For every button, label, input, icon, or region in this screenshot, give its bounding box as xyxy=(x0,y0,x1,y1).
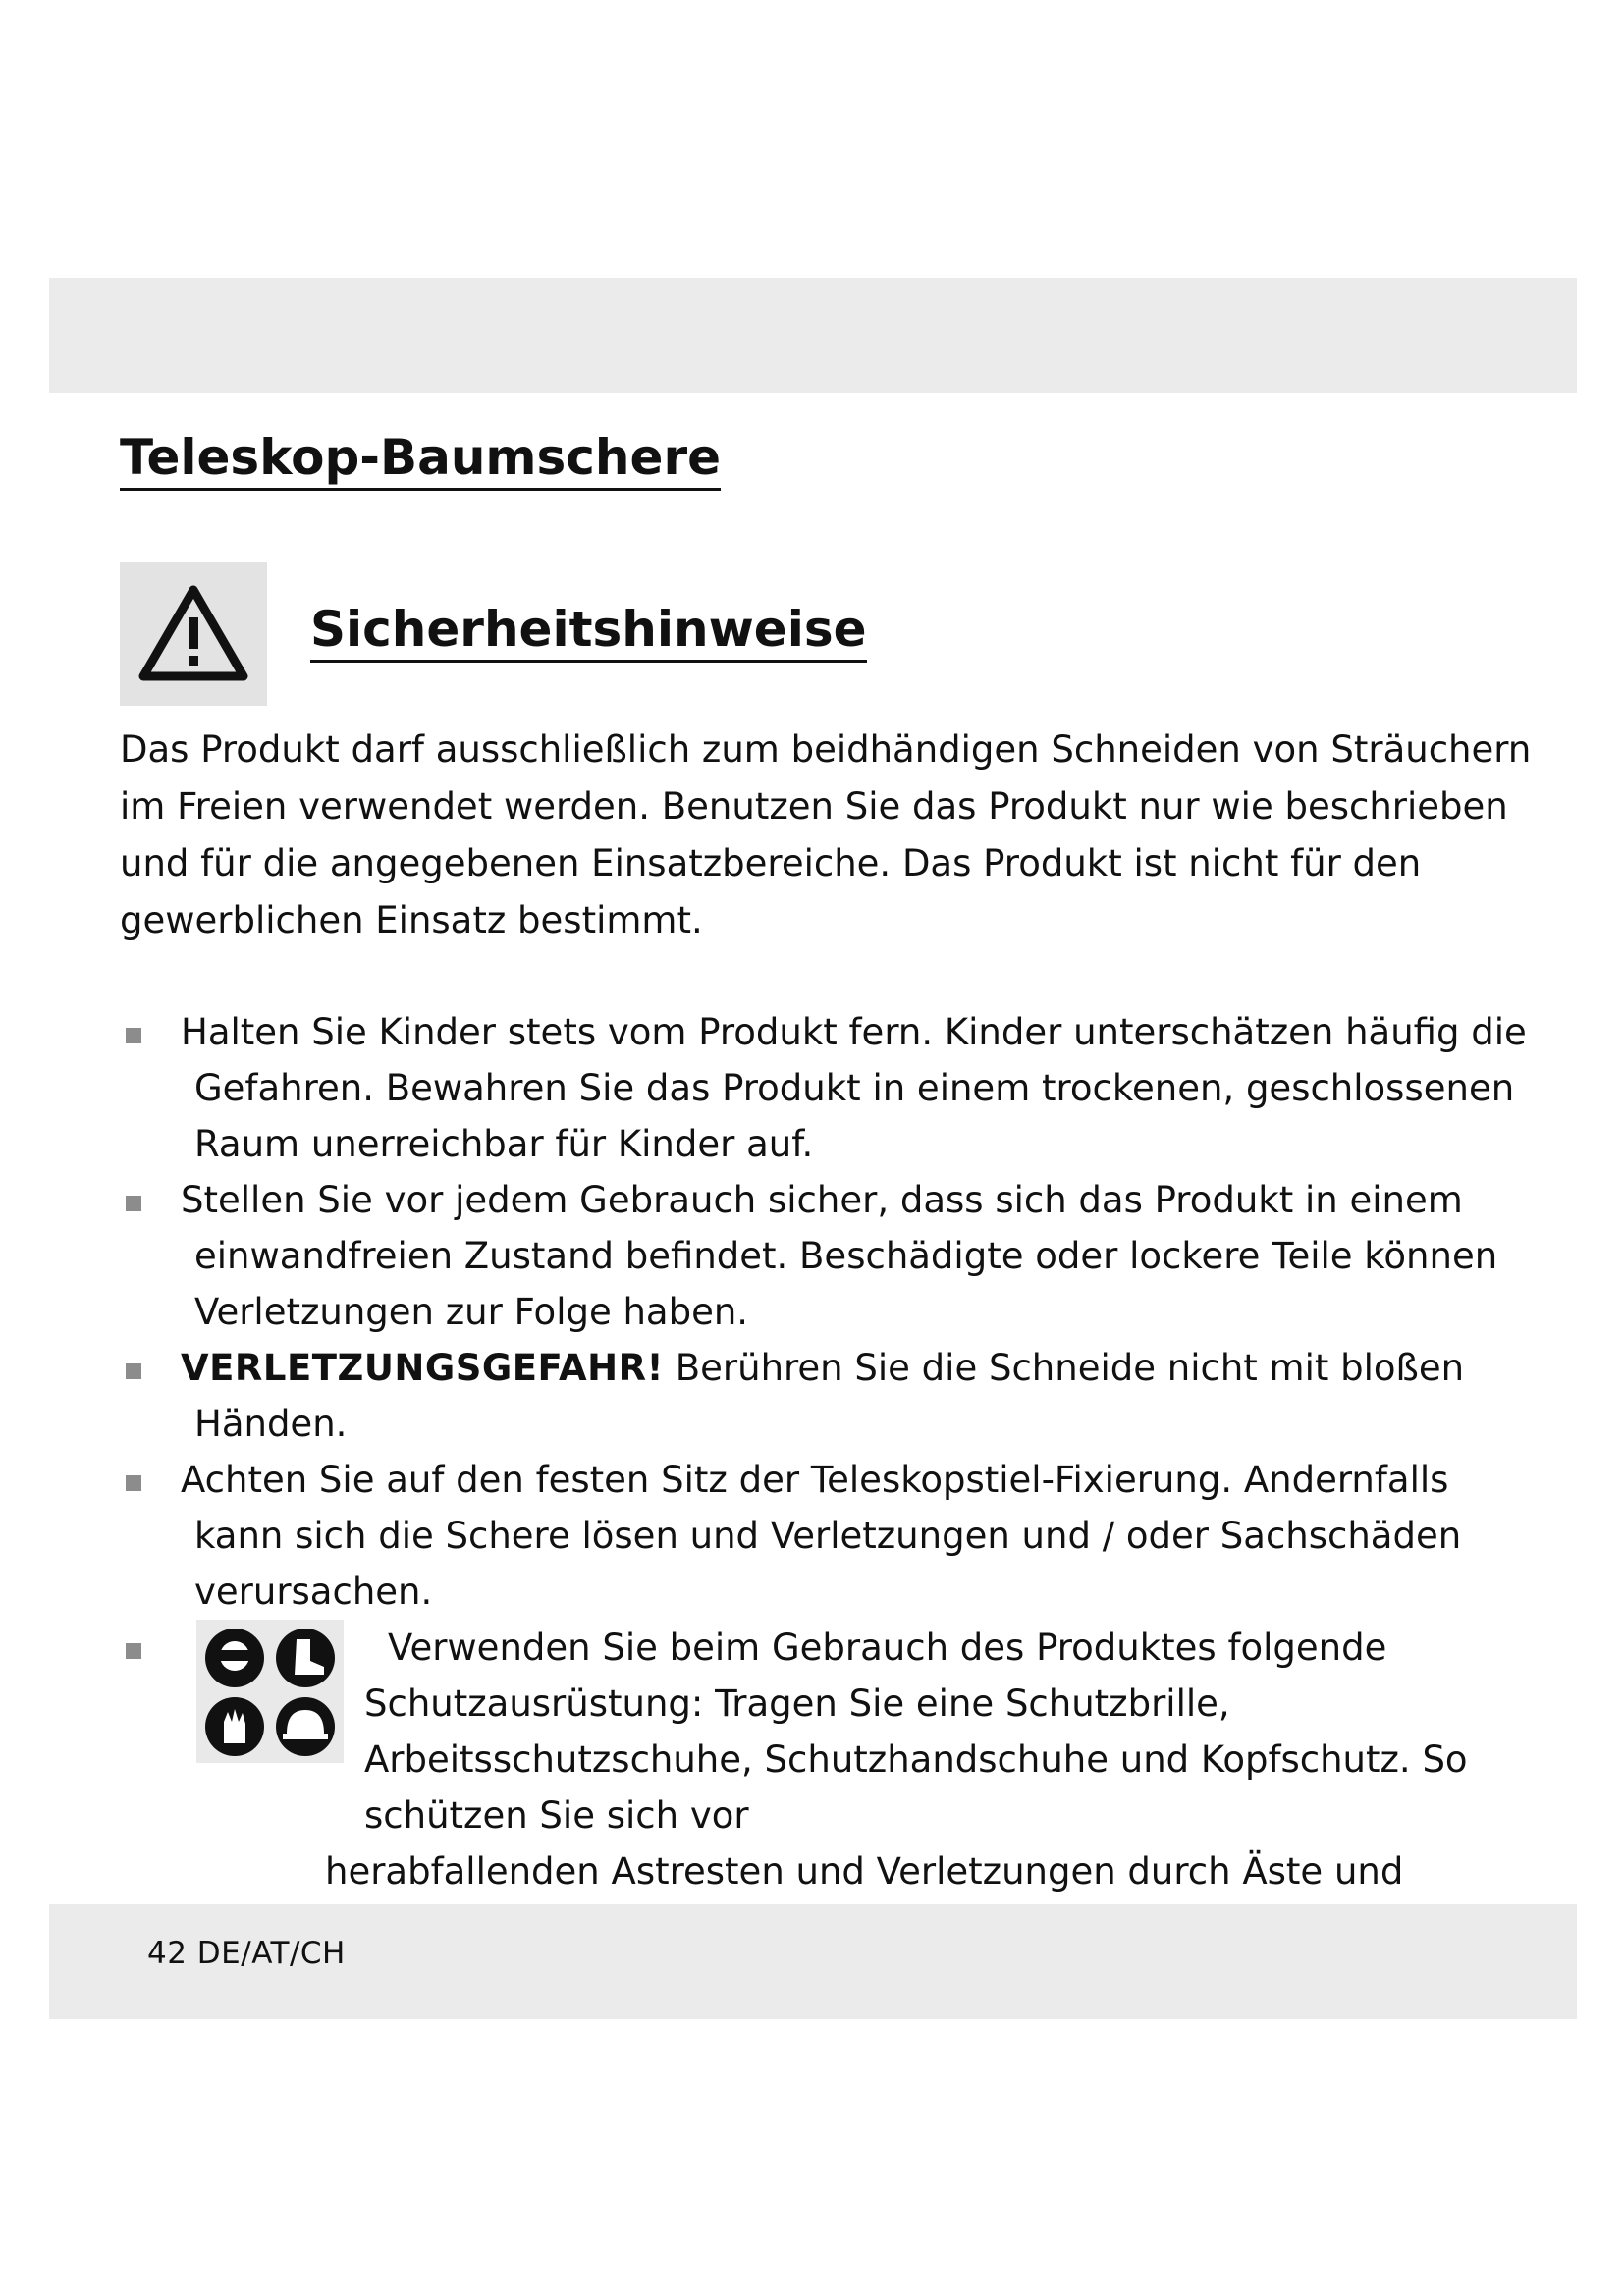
list-item: Halten Sie Kinder stets vom Produkt fern. Kinder unterschätzen häufig die Gefahren. Bewahren Sie das Produkt in einem trockenen, geschlossenen Raum unerreichbar für Kinder auf. xyxy=(120,1004,1534,1172)
injury-warning-label: VERLETZUNGSGEFAHR! xyxy=(181,1347,664,1389)
gloves-icon xyxy=(202,1694,267,1759)
list-item: Stellen Sie vor jedem Gebrauch sicher, dass sich das Produkt in einem einwandfreien Zustand befindet. Beschädigte oder lockere Teile können Verletzungen zur Folge haben. xyxy=(120,1172,1534,1340)
helmet-icon xyxy=(273,1694,338,1759)
safety-goggles-icon xyxy=(202,1626,267,1690)
list-item: Achten Sie auf den festen Sitz der Teleskopstiel-Fixierung. Andernfalls kann sich die Schere lösen und Verletzungen und / oder Sachschäden verursachen. xyxy=(120,1452,1534,1620)
header-band xyxy=(49,278,1577,393)
bullet-square-icon xyxy=(126,1643,141,1659)
safety-list xyxy=(120,1004,1534,1955)
bullet-square-icon xyxy=(126,1363,141,1379)
bullet-square-icon xyxy=(126,1196,141,1211)
bullet-square-icon xyxy=(126,1475,141,1491)
intro-paragraph: Das Produkt darf ausschließlich zum beidhändigen Schneiden von Sträuchern im Freien verwendet werden. Benutzen Sie das Produkt nur wie beschrieben und für die angegebenen Einsatzbereiche. Das Produkt ist nicht für den gewerblichen Einsatz bestimmt. xyxy=(120,728,1532,941)
list-item: VERLETZUNGSGEFAHR! Berühren Sie die Schneide nicht mit bloßen Händen. xyxy=(120,1340,1534,1452)
page-title: Teleskop-Baumschere xyxy=(120,428,721,487)
warning-triangle-icon xyxy=(120,562,267,706)
page-number: 42 DE/AT/CH xyxy=(147,1936,346,1971)
bullet-square-icon xyxy=(126,1028,141,1043)
ppe-icons xyxy=(196,1620,344,1763)
section-heading: Sicherheitshinweise xyxy=(310,600,867,659)
safety-boots-icon xyxy=(273,1626,338,1690)
list-item: Verwenden Sie beim Gebrauch des Produktes folgende Schutzausrüstung: Tragen Sie eine Schutzbrille, Arbeitsschutzschuhe, Schutzhandschuhe und Kopfschutz. So schützen Sie sich vor herabfallenden Astresten und Verletzungen durch Äste und xyxy=(120,1620,1534,1955)
